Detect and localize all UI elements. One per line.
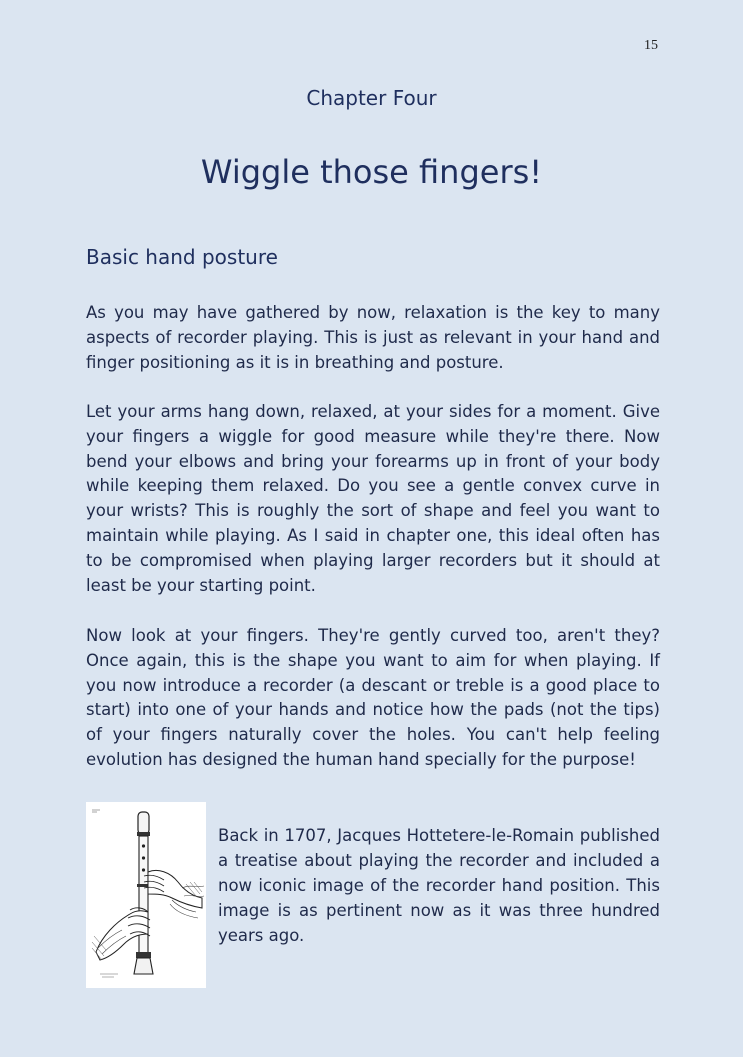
paragraph-arms: Let your arms hang down, relaxed, at your sides for a moment. Give your fingers a wiggle for good measure while they're there. Now bend your elbows and bring your forearms up in front of your body while keeping them relaxed. Do you see a gentle convex curve in your wrists? This is roughly the sort of shape and feel you want to maintain while playing. As I said in chapter one, this ideal often has to be compromised when playing larger recorders but it should at least be your starting point.: [86, 402, 660, 595]
section-heading: Basic hand posture: [86, 245, 278, 269]
paragraph-relaxation: As you may have gathered by now, relaxation is the key to many aspects of recorder playing. This is just as relevant in your hand and finger positioning as it is in breathing and posture.: [86, 303, 660, 372]
paragraph-fingers: Now look at your fingers. They're gently curved too, aren't they? Once again, this is the shape you want to aim for when playing. If you now introduce a recorder (a descant or treble is a good place to start) into one of your hands and notice how the pads (not the tips) of your fingers naturally cover the holes. You can't help feeling evolution has designed the human hand specially for the purpose!: [86, 626, 660, 769]
chapter-title: Wiggle those fingers!: [200, 153, 543, 191]
recorder-hands-icon: [86, 802, 206, 988]
figure-caption: Back in 1707, Jacques Hottetere-le-Romain published a treatise about playing the recorder and included a now iconic image of the recorder hand position. This image is as pertinent now as it was three hundred years ago.: [218, 826, 660, 945]
recorder-hands-illustration: [86, 802, 206, 988]
page-number: 15: [644, 38, 658, 53]
chapter-label: Chapter Four: [306, 86, 437, 110]
